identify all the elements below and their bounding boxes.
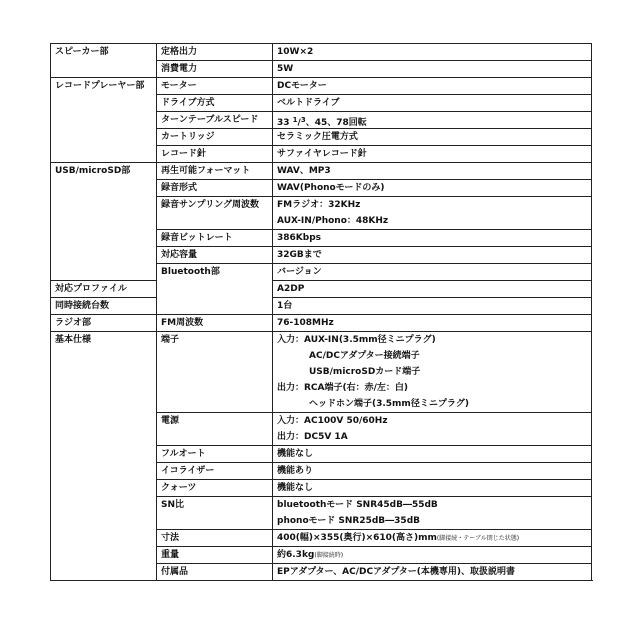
value-line: ヘッドホン端子(3.5mm径ミニプラグ) <box>309 399 469 409</box>
table-row <box>51 78 592 95</box>
item-cell: ドライブ方式 <box>157 95 273 112</box>
value-cell <box>273 78 592 95</box>
value-line: AC/DCアダプター接続端子 <box>309 351 420 361</box>
value-line: ベルトドライブ <box>277 98 340 108</box>
item-cell: 録音ビットレート <box>157 230 273 247</box>
value-cell <box>273 281 592 298</box>
item-cell: 電源 <box>157 413 273 446</box>
value-note: (脚接続時) <box>314 552 344 559</box>
value-line: 機能なし <box>277 449 314 459</box>
value-line: bluetoothモード SNR45dB―55dB <box>277 500 438 510</box>
item-cell: クォーツ <box>157 480 273 497</box>
item-cell: ターンテーブルスピード <box>157 112 273 129</box>
value-cell <box>273 95 592 112</box>
category-cell: レコードプレーヤー部 <box>51 78 157 163</box>
table-row <box>51 44 592 61</box>
item-cell: 定格出力 <box>157 44 273 61</box>
value-line: 機能あり <box>277 466 314 476</box>
item-cell: 録音サンプリング周波数 <box>157 197 273 230</box>
category-cell: Bluetooth部 <box>157 264 273 315</box>
value-line: 入力：AUX-IN(3.5mm径ミニプラグ) <box>277 335 436 345</box>
value-note: (脚接続・テーブル閉じた状態) <box>436 535 520 542</box>
value-cell <box>273 332 592 413</box>
value-line: 出力：DC5V 1A <box>277 432 348 442</box>
value-cell <box>273 315 592 332</box>
item-cell: 端子 <box>157 332 273 413</box>
value-cell <box>273 497 592 530</box>
category-cell: 基本仕様 <box>51 332 157 581</box>
value-cell <box>273 446 592 463</box>
value-cell <box>273 129 592 146</box>
item-cell: 録音形式 <box>157 180 273 197</box>
item-cell: 寸法 <box>157 530 273 547</box>
value-line: 400(幅)×355(奥行)×610(高さ)mm(脚接続・テーブル閉じた状態) <box>277 533 520 543</box>
value-line: 5W <box>277 64 294 74</box>
item-cell: 重量 <box>157 547 273 564</box>
value-line: 機能なし <box>277 483 314 493</box>
value-cell <box>273 530 592 547</box>
value-line: USB/microSDカード端子 <box>309 367 421 377</box>
value-line: A2DP <box>277 284 305 294</box>
table-row <box>51 315 592 332</box>
value-line: 76-108MHz <box>277 318 334 328</box>
value-cell <box>273 61 592 78</box>
value-cell <box>273 197 592 230</box>
item-cell: モーター <box>157 78 273 95</box>
category-cell: スピーカー部 <box>51 44 157 78</box>
value-cell <box>273 480 592 497</box>
item-cell: 同時接続台数 <box>51 298 157 315</box>
item-cell: レコード針 <box>157 146 273 163</box>
item-cell: フルオート <box>157 446 273 463</box>
table-row <box>51 332 592 413</box>
accessories-cell: EPアダプター、AC/DCアダプター(本機専用)、取扱説明書 <box>273 564 592 581</box>
category-cell: 付属品 <box>157 564 273 581</box>
item-cell: SN比 <box>157 497 273 530</box>
value-line: 386Kbps <box>277 233 322 243</box>
table-row <box>51 281 592 298</box>
value-cell <box>273 247 592 264</box>
value-line: AUX-IN/Phono：48KHz <box>277 216 389 226</box>
item-cell: 対応プロファイル <box>51 281 157 298</box>
value-cell <box>273 463 592 480</box>
value-cell <box>273 547 592 564</box>
value-line: 約6.3kg(脚接続時) <box>277 550 344 560</box>
value-line: DCモーター <box>277 81 327 91</box>
value-line: FMラジオ：32KHz <box>277 200 361 210</box>
value-cell <box>273 146 592 163</box>
value-cell <box>273 180 592 197</box>
table-row <box>51 163 592 180</box>
value-cell <box>273 112 592 129</box>
value-line: 入力：AC100V 50/60Hz <box>277 416 388 426</box>
item-cell: 対応容量 <box>157 247 273 264</box>
value-cell <box>273 298 592 315</box>
item-cell: 再生可能フォーマット <box>157 163 273 180</box>
value-cell <box>273 413 592 446</box>
value-cell <box>273 230 592 247</box>
value-line: 1台 <box>277 301 293 311</box>
item-cell: カートリッジ <box>157 129 273 146</box>
value-cell <box>273 163 592 180</box>
item-cell: FM周波数 <box>157 315 273 332</box>
value-line: WAV(Phonoモードのみ) <box>277 183 385 193</box>
value-line: WAV、MP3 <box>277 166 331 176</box>
item-cell: バージョン <box>273 264 592 281</box>
value-line: 33 $^1$/$^3$、45、78回転 <box>277 116 367 128</box>
table-row <box>51 298 592 315</box>
value-line: セラミック圧電方式 <box>277 132 358 142</box>
item-cell: 消費電力 <box>157 61 273 78</box>
spec-table <box>50 43 592 581</box>
value-line: phonoモード SNR25dB―35dB <box>277 516 420 526</box>
item-cell: イコライザー <box>157 463 273 480</box>
value-line: 32GBまで <box>277 250 322 260</box>
value-line: 10W×2 <box>277 47 314 57</box>
value-cell <box>273 44 592 61</box>
value-line: サファイヤレコード針 <box>277 149 367 159</box>
value-line: 出力：RCA端子(右：赤/左：白) <box>277 383 409 393</box>
category-cell: USB/microSD部 <box>51 163 157 281</box>
category-cell: ラジオ部 <box>51 315 157 332</box>
